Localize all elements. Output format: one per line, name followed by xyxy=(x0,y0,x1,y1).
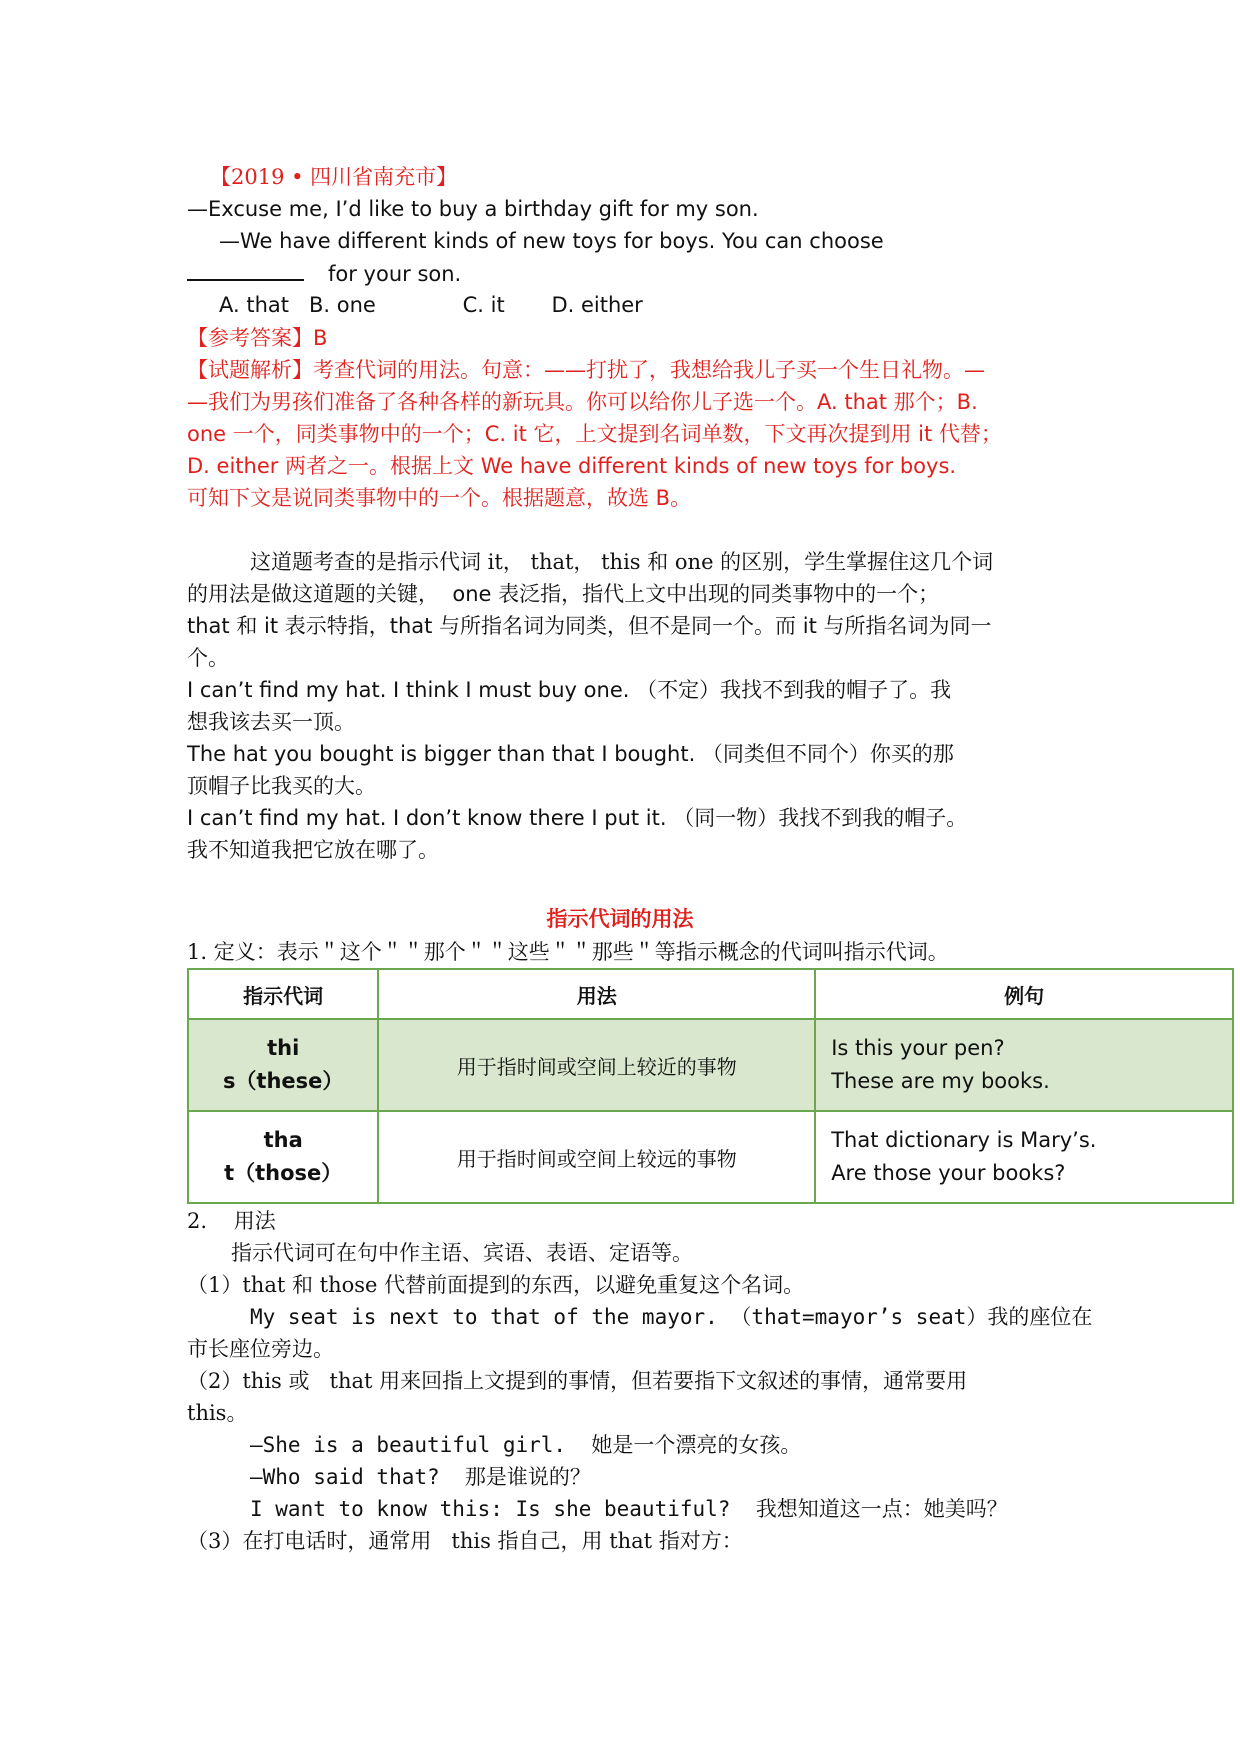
section-title: 指示代词的用法 xyxy=(546,907,694,931)
example-line: That dictionary is Mary’s. xyxy=(831,1128,1097,1152)
question-line-2: —We have different kinds of new toys for boys. You can choose xyxy=(219,229,884,253)
analysis-line: D. either 两者之一。根据上文 We have different kinds of new toys for boys. xyxy=(187,454,957,478)
question-line-3 xyxy=(187,257,461,290)
pronoun-word-part: thi xyxy=(267,1036,300,1060)
usage-rule-2: this。 xyxy=(187,1401,248,1425)
table-header: 用法 xyxy=(378,969,815,1019)
usage-example: —Who said that? 那是谁说的？ xyxy=(250,1465,591,1489)
table-header-row xyxy=(188,969,1233,1019)
explanation-line: 的用法是做这道题的关键， one 表泛指，指代上文中出现的同类事物中的一个； xyxy=(187,582,940,606)
usage-rule-3: （3）在打电话时，通常用 this 指自己，用 that 指对方： xyxy=(187,1529,743,1553)
answer-key: 【参考答案】B xyxy=(187,326,328,350)
example-sentence: I can’t find my hat. I don’t know there I put it. （同一物）我找不到我的帽子。 xyxy=(187,806,968,830)
table-row xyxy=(188,1111,1233,1203)
pronoun-cell xyxy=(188,1111,378,1203)
explanation-line: 这道题考查的是指示代词 it， that， this 和 one 的区别，学生掌握住这几个词 xyxy=(250,550,994,574)
table-header: 指示代词 xyxy=(188,969,378,1019)
example-line: Is this your pen? xyxy=(831,1036,1005,1060)
pronoun-word-part: s（these） xyxy=(222,1069,344,1093)
usage-heading: 2. 用法 xyxy=(187,1209,276,1233)
table-row xyxy=(188,1019,1233,1111)
usage-cell: 用于指时间或空间上较近的事物 xyxy=(378,1019,815,1111)
usage-example: 市长座位旁边。 xyxy=(187,1337,334,1361)
table-header: 例句 xyxy=(815,969,1233,1019)
example-line: Are those your books? xyxy=(831,1161,1066,1185)
example-sentence: The hat you bought is bigger than that I bought. （同类但不同个）你买的那 xyxy=(187,742,954,766)
analysis-line: —我们为男孩们准备了各种各样的新玩具。你可以给你儿子选一个。A. that 那个；B. xyxy=(187,390,978,414)
usage-example: My seat is next to that of the mayor. （that=mayor’s seat）我的座位在 xyxy=(250,1305,1093,1329)
example-cell xyxy=(815,1111,1233,1203)
question-source: 【2019 • 四川省南充市】 xyxy=(210,165,458,189)
usage-rule-1: （1）that 和 those 代替前面提到的东西，以避免重复这个名词。 xyxy=(187,1273,805,1297)
example-sentence: 我不知道我把它放在哪了。 xyxy=(187,838,439,862)
example-sentence: 想我该去买一顶。 xyxy=(187,710,355,734)
pronoun-table xyxy=(187,968,1234,1204)
example-line: These are my books. xyxy=(831,1069,1050,1093)
usage-example: I want to know this: Is she beautiful? 我想知道这一点：她美吗？ xyxy=(250,1497,1008,1521)
analysis-line: 【试题解析】考查代词的用法。句意：——打扰了，我想给我儿子买一个生日礼物。— xyxy=(187,358,985,382)
usage-rule-2: （2）this 或 that 用来回指上文提到的事情，但若要指下文叙述的事情，通常要用 xyxy=(187,1369,968,1393)
example-cell xyxy=(815,1019,1233,1111)
question-options: A. that B. one C. it D. either xyxy=(219,293,643,317)
analysis-line: one 一个，同类事物中的一个；C. it 它，上文提到名词单数，下文再次提到用 it 代替； xyxy=(187,422,1002,446)
answer-blank xyxy=(187,257,304,281)
question-line-3-tail: for your son. xyxy=(328,262,462,286)
analysis-line: 可知下文是说同类事物中的一个。根据题意，故选 B。 xyxy=(187,486,692,510)
definition-line: 1. 定义：表示＂这个＂＂那个＂＂这些＂＂那些＂等指示概念的代词叫指示代词。 xyxy=(187,940,949,964)
explanation-line: that 和 it 表示特指，that 与所指名词为同类，但不是同一个。而 it 与所指名词为同一 xyxy=(187,614,992,638)
example-sentence: 顶帽子比我买的大。 xyxy=(187,774,376,798)
question-line-1: —Excuse me, I’d like to buy a birthday gift for my son. xyxy=(187,197,759,221)
usage-intro: 指示代词可在句中作主语、宾语、表语、定语等。 xyxy=(231,1241,693,1265)
pronoun-cell xyxy=(188,1019,378,1111)
pronoun-word-part: tha xyxy=(263,1128,303,1152)
explanation-line: 个。 xyxy=(187,646,229,670)
example-sentence: I can’t find my hat. I think I must buy one. （不定）我找不到我的帽子了。我 xyxy=(187,678,952,702)
pronoun-word-part: t（those） xyxy=(224,1161,343,1185)
usage-cell: 用于指时间或空间上较远的事物 xyxy=(378,1111,815,1203)
usage-example: —She is a beautiful girl. 她是一个漂亮的女孩。 xyxy=(250,1433,802,1457)
